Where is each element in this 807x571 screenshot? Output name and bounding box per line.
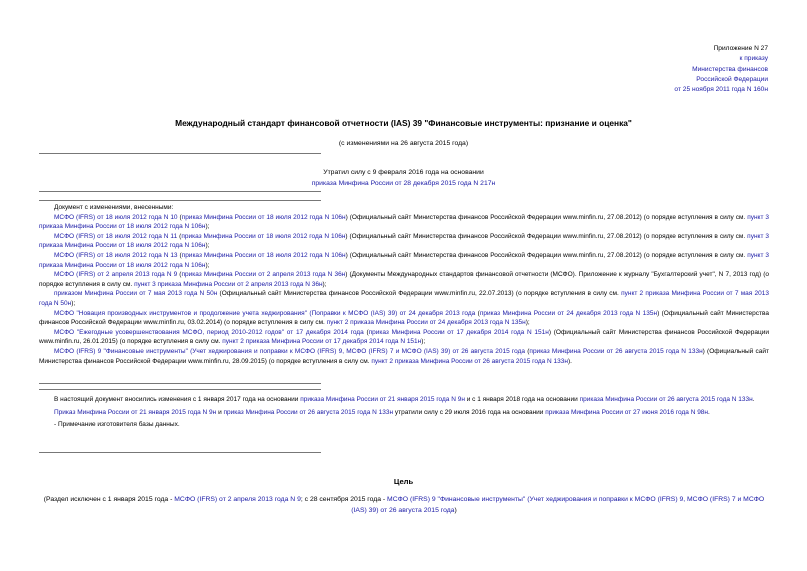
note-text: и [218,408,222,416]
change-text: ) (Официальный сайт Министерства финансов Российской Федерации www.minfin.ru, 03.02.2014) (о порядке вступления в силу см. [39,309,769,327]
clause-link[interactable]: пункт 2 приказа Минфина России от 7 мая 2013 года N 50н [39,290,770,307]
change-text: ) (Официальный сайт Министерства финансов Российской Федерации www.minfin.ru, 28.09.2015) (о порядке вступления в силу см. [39,347,769,365]
clause-link[interactable]: пункт 3 приказа Минфина России от 2 апреля 2013 года N 36н [134,280,323,288]
change-link[interactable]: МСФО (IFRS) 9 "Финансовые инструменты" (Учет хеджирования и поправки к МСФО (IFRS) 9, МСФО (IFRS) 7 и МСФО (IAS) 39) от 26 августа 2015 года [54,347,526,355]
note-end: . [708,408,710,416]
change-end: ); [421,338,426,346]
order-link[interactable]: приказ Минфина России от 24 декабря 2013 года N 135н [479,309,658,317]
clause-link[interactable]: пункт 3 приказа Минфина России от 18 июля 2012 года N 106н [39,213,769,231]
list-item: МСФО (IFRS) от 18 июля 2012 года N 11 (приказ Минфина России от 18 июля 2012 года N 106н) (Официальный сайт Министерства финансов Российской Федерации www.minfin.ru, 27.08.2012) (о порядке вступления в силу см. пункт 3 приказа Минфина России от 18 июля 2012 года N 106н); [39,232,769,250]
change-text: ) (Документы Международных стандартов финансовой отчетности (МСФО). Приложение к журналу "Бухгалтерский учет", N 7, 2013 год) (о порядке вступления в силу см. [39,271,769,288]
change-end: ); [525,319,530,327]
list-item: МСФО "Ежегодные усовершенствования МСФО, период 2010-2012 годов" от 17 декабря 2014 года (приказ Минфина России от 17 декабря 2014 года N 151н) (Официальный сайт Министерства финансов Российской Федерации www.minfin.ru, 26.01.2015) (о порядке вступления в силу см. пункт 2 приказа Минфина России от 17 декабря 2014 года N 151н); [39,328,769,346]
change-end: ); [322,280,327,288]
list-item: МСФО (IFRS) от 2 апреля 2013 года N 9 (приказ Минфина России от 2 апреля 2013 года N 36н) (Документы Международных стандартов финансовой отчетности (МСФО). Приложение к журналу "Бухгалтерский учет", N 7, 2013 год) (о порядке вступления в силу см. пункт 3 приказа Минфина России от 2 апреля 2013 года N 36н); [39,271,769,288]
change-link[interactable]: МСФО (IFRS) от 2 апреля 2013 года N 9 [54,271,178,279]
order-link[interactable]: приказ Минфина России от 18 июля 2012 года N 106н [181,232,346,240]
clause-link[interactable]: пункт 3 приказа Минфина России от 18 июля 2012 года N 106н [39,251,769,269]
appendix-country[interactable]: Российской Федерации [696,75,768,83]
page-title: Международный стандарт финансовой отчетности (IAS) 39 "Финансовые инструменты: признание и оценка" [175,118,632,128]
appendix-number: Приложение N 27 [713,45,768,52]
divider [39,389,321,390]
list-item: МСФО (IFRS) 9 "Финансовые инструменты" (Учет хеджирования и поправки к МСФО (IFRS) 9, МСФО (IFRS) 7 и МСФО (IAS) 39) от 26 августа 2015 года (приказ Минфина России от 26 августа 2015 года N 133н) (Официальный сайт Министерства финансов Российской Федерации www.minfin.ru, 28.09.2015) (о порядке вступления в силу см. пункт 2 приказа Минфина России от 26 августа 2015 года N 133н). [39,347,769,365]
list-item: МСФО "Новация производных инструментов и продолжение учета хеджирования" (Поправки к МСФО (IAS) 39) от 24 декабря 2013 года (приказ Минфина России от 24 декабря 2013 года N 135н) (Официальный сайт Министерства финансов Российской Федерации www.minfin.ru, 03.02.2014) (о порядке вступления в силу см. пункт 2 приказа Минфина России от 24 декабря 2013 года N 135н); [39,309,769,327]
order-link[interactable]: приказом Минфина России от 7 мая 2013 года N 50н [54,290,218,298]
change-text: ) (Официальный сайт Министерства финансов Российской Федерации www.minfin.ru, 27.08.2012) (о порядке вступления в силу см. [345,251,746,259]
change-text: (Официальный сайт Министерства финансов Российской Федерации www.minfin.ru, 22.07.2013) (о порядке вступления в силу см. [217,290,619,298]
list-item [39,289,769,308]
note-paragraph [39,408,769,418]
order-link[interactable]: приказ Минфина России от 2 апреля 2013 года N 36н [181,271,346,279]
order-link[interactable]: приказ Минфина России от 18 июля 2012 года N 106н [181,251,346,259]
appendix-to-order[interactable]: к приказу [739,55,768,63]
change-text: ) (Официальный сайт Министерства финансов Российской Федерации www.minfin.ru, 27.08.2012) (о порядке вступления в силу см. [345,232,746,240]
change-link[interactable]: МСФО (IFRS) от 18 июля 2012 года N 10 [54,213,178,221]
excl-link[interactable]: МСФО (IFRS) 9 "Финансовые инструменты" (Учет хеджирования и поправки к МСФО (IFRS) 9, МСФО (IFRS) 7 и МСФО (IAS) 39) от 26 августа 2015 года [351,496,765,514]
note-end: . [752,396,755,403]
excl-link[interactable]: МСФО (IFRS) от 2 апреля 2013 года N 9 [174,496,301,503]
divider [39,153,321,154]
appendix-header [674,44,768,95]
list-item: МСФО (IFRS) от 18 июля 2012 года N 10 (приказ Минфина России от 18 июля 2012 года N 106н) (Официальный сайт Министерства финансов Российской Федерации www.minfin.ru, 27.08.2012) (о порядке вступления в силу см. пункт 3 приказа Минфина России от 18 июля 2012 года N 106н); [39,213,769,231]
amendments-note: (с изменениями на 26 августа 2015 года) [338,140,469,147]
clause-link[interactable]: пункт 3 приказа Минфина России от 18 июля 2012 года N 106н [39,232,769,250]
editor-notes [39,395,769,430]
change-end: ); [205,261,210,269]
change-link[interactable]: МСФО (IFRS) от 18 июля 2012 года N 13 [54,251,178,259]
appendix-ministry[interactable]: Министерства финансов [692,65,768,73]
appendix-date[interactable]: от 25 ноября 2011 года N 160н [674,86,768,94]
divider [39,200,321,201]
excl-text: ; с 28 сентября 2015 года - [300,496,386,503]
database-note: - Примечание изготовителя базы данных. [54,421,180,429]
note-link[interactable]: приказа Минфина России от 27 июня 2016 года N 98н [545,408,709,416]
order-link[interactable]: приказ Минфина России от 26 августа 2015 года N 133н [529,347,703,355]
clause-link[interactable]: пункт 2 приказа Минфина России от 17 декабря 2014 года N 151н [222,338,422,346]
note-text: В настоящий документ вносились изменения с 1 января 2017 года на основании [54,396,299,403]
change-text: ) (Официальный сайт Министерства финансов Российской Федерации www.minfin.ru, 27.08.2012) (о порядке вступления в силу см. [345,213,746,221]
change-text: ) (Официальный сайт Министерства финансов Российской Федерации www.minfin.ru, 26.01.2015) (о порядке вступления в силу см. [39,328,769,346]
change-link[interactable]: МСФО "Новация производных инструментов и продолжение учета хеджирования" (Поправки к МСФО (IAS) 39) от 24 декабря 2013 года [54,309,476,317]
divider [39,383,321,384]
note-link[interactable]: Приказ Минфина России от 21 января 2015 года N 9н [54,408,217,416]
clause-link[interactable]: пункт 2 приказа Минфина России от 26 августа 2015 года N 133н [371,357,568,365]
divider [39,191,321,192]
note-link[interactable]: приказа Минфина России от 21 января 2015 года N 9н [300,396,465,403]
lost-force-text: Утратил силу с 9 февраля 2016 года на основании [323,169,484,176]
list-item: МСФО (IFRS) от 18 июля 2012 года N 13 (приказ Минфина России от 18 июля 2012 года N 106н) (Официальный сайт Министерства финансов Российской Федерации www.minfin.ru, 27.08.2012) (о порядке вступления в силу см. пункт 3 приказа Минфина России от 18 июля 2012 года N 106н); [39,251,769,269]
change-end: ); [205,223,210,231]
change-end: ); [71,299,76,307]
section-excluded-note [39,495,769,516]
clause-link[interactable]: пункт 2 приказа Минфина России от 24 декабря 2013 года N 135н [326,319,526,327]
note-text: утратили силу с 29 июля 2016 года на основании [394,408,544,416]
change-link[interactable]: МСФО (IFRS) от 18 июля 2012 года N 11 [54,232,178,240]
section-heading-goal: Цель [393,477,414,486]
excl-text: (Раздел исключен с 1 января 2015 года - [43,496,173,503]
order-link[interactable]: приказ Минфина России от 17 декабря 2014 года N 151н [368,328,549,336]
changes-list [39,203,769,366]
lost-force-notice [0,168,807,189]
order-link[interactable]: приказ Минфина России от 18 июля 2012 года N 106н [181,213,346,221]
excl-text: ) [454,506,457,514]
change-end: ); [205,242,210,250]
changes-intro: Документ с изменениями, внесенными: [54,204,174,211]
note-link[interactable]: приказа Минфина России от 26 августа 2015 года N 133н [579,396,753,403]
lost-force-link[interactable]: приказа Минфина России от 28 декабря 2015 года N 217н [311,179,496,187]
change-link[interactable]: МСФО "Ежегодные усовершенствования МСФО, период 2010-2012 годов" от 17 декабря 2014 года [54,328,364,336]
note-text: и с 1 января 2018 года на основании [466,396,578,403]
note-link[interactable]: приказ Минфина России от 26 августа 2015 года N 133н [223,408,394,416]
divider [39,452,321,453]
note-paragraph [39,395,769,405]
change-end: ). [568,357,572,365]
